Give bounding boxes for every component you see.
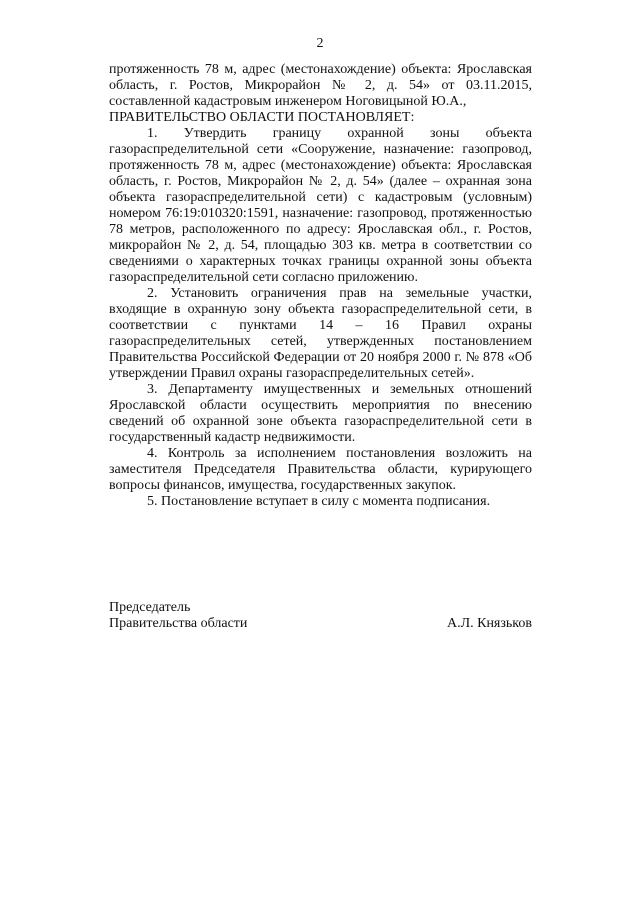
decree-item-3: 3. Департаменту имущественных и земельных отношений Ярославской области осуществить мероприятия по внесению сведений об охранной зоне объекта газораспределительной сети в государственный кадастр недвижимости.	[109, 382, 532, 445]
intro-paragraph: протяженность 78 м, адрес (местонахождение) объекта: Ярославская область, г. Ростов, Микрорайон № 2, д. 54» от 03.11.2015, составленной кадастровым инженером Ноговицыной Ю.А.,	[109, 62, 532, 109]
page-number: 2	[316, 36, 324, 51]
decree-item-1: 1. Утвердить границу охранной зоны объекта газораспределительной сети «Сооружение, назначение: газопровод, протяженность 78 м, адрес (местонахождение) объекта: Ярославская область, г. Ростов, Микрорайон № 2, д. 54» (далее – охранная зона объекта газораспределительной сети) с кадастровым (условным) номером 76:19:010320:1591, назначение: газопровод, протяженностью 78 метров, расположенного по адресу: Ярославская обл., г. Ростов, микрорайон № 2, д. 54, площадью 303 кв. метра в соответствии со сведениями о характерных точках границы охранной зоны объекта газораспределительной сети согласно приложению.	[109, 126, 532, 285]
signatory-name: А.Л. Князьков	[447, 616, 532, 631]
document-body	[109, 62, 532, 510]
decree-item-5: 5. Постановление вступает в силу с момента подписания.	[147, 494, 491, 509]
decree-item-2: 2. Установить ограничения прав на земельные участки, входящие в охранную зону объекта газораспределительной сети, в соответствии с пунктами 14 – 16 Правил охраны газораспределительных сетей, утвержденных постановлением Правительства Российской Федерации от 20 ноября 2000 г. № 878 «Об утверждении Правил охраны газораспределительных сетей».	[109, 286, 532, 381]
decree-heading: ПРАВИТЕЛЬСТВО ОБЛАСТИ ПОСТАНОВЛЯЕТ:	[109, 110, 415, 125]
signature-row	[109, 616, 532, 632]
signature-block	[109, 600, 532, 632]
decree-item-4: 4. Контроль за исполнением постановления возложить на заместителя Председателя Правительства области, курирующего вопросы финансов, имущества, государственных закупок.	[109, 446, 532, 493]
signature-title-line-2: Правительства области	[109, 616, 248, 631]
signature-title-line-1: Председатель	[109, 600, 191, 615]
